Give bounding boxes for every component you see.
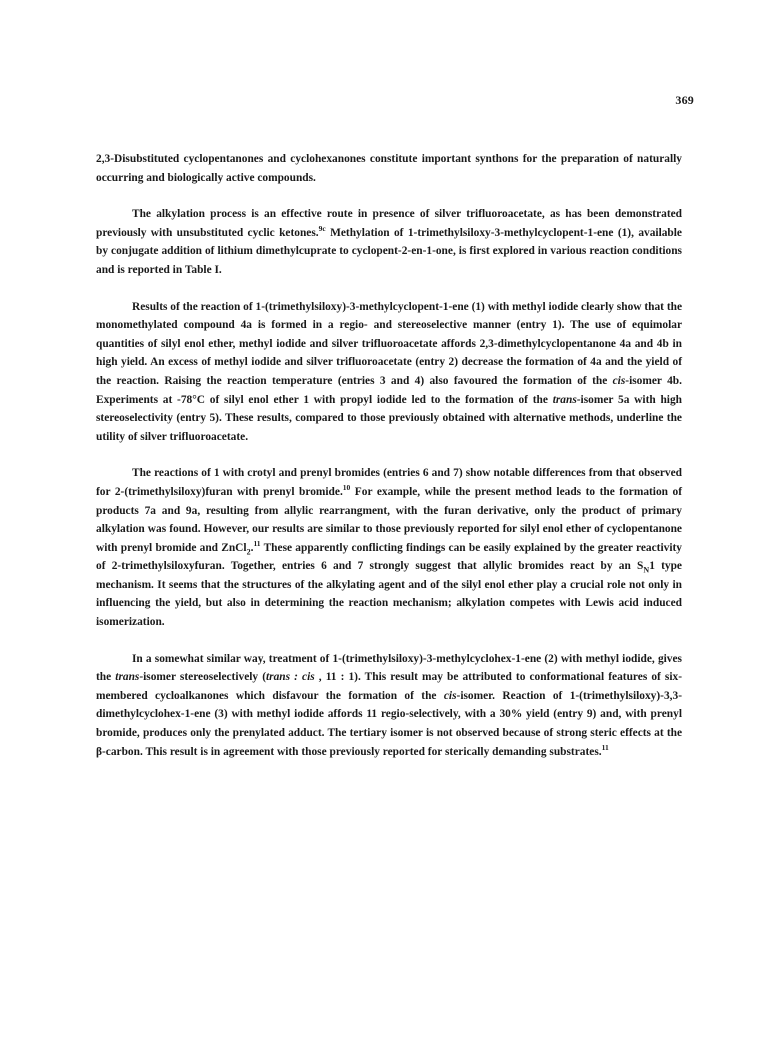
- paragraph-text: trans: [552, 393, 577, 406]
- paragraph-text: In a somewhat similar way, treatment of 1-(trimethylsiloxy)-3-methylcyclohex-1-ene (2) with methyl iodide, gives the: [96, 652, 682, 684]
- subscript: 2: [246, 546, 251, 556]
- paragraph-text: -isomer. Reaction of 1-(trimethylsiloxy)-3,3-dimethylcyclohex-1-ene (3) with methyl iodide affords 11 regio-selectively, with a 30% yield (entry 9) and, with prenyl bromide, produces only the prenylated adduct. The tertiary isomer is not observed because of strong steric effects at the β-carbon. This result is in agreement with those previously reported for sterically demanding substrates.: [96, 689, 682, 758]
- paragraph-text: 2,3-Disubstituted cyclopentanones and cyclohexanones constitute important synthons for the preparation of naturally occurring and biologically active compounds.: [96, 153, 682, 184]
- paragraph-text: The alkylation process is an effective route in presence of silver trifluoroacetate, as has been demonstrated previously with unsubstituted cyclic ketones.: [96, 208, 682, 239]
- body-text: [96, 150, 682, 779]
- reference-superscript: 11: [601, 742, 609, 752]
- reference-superscript: 10: [342, 483, 351, 493]
- paragraph-text: -isomer stereoselectively (: [139, 671, 267, 684]
- paragraph-text: For example, while the present method leads to the formation of products 7a and 9a, resulting from allylic rearrangment, with the furan derivative, only the product of primary alkylation was found. However, our results are similar to those previously reported for silyl enol ether of cyclopentanone with prenyl bromide and ZnCl: [96, 485, 682, 554]
- paragraph-text: Methylation of 1-trimethylsiloxy-3-methylcyclopent-1-ene (1), available by conjugate addition of lithium dimethylcuprate to cyclopent-2-en-1-one, is first explored in various reaction conditions and is reported in Table I.: [96, 226, 682, 276]
- paragraph-2: [96, 205, 682, 279]
- reference-superscript: 11: [253, 538, 261, 548]
- reference-superscript: 9c: [318, 223, 326, 233]
- page-number: 369: [675, 93, 694, 107]
- subscript: N: [643, 565, 650, 575]
- paragraph-text: trans : cis: [266, 671, 315, 684]
- paragraph-3: [96, 298, 682, 447]
- paragraph-text: trans: [115, 671, 140, 684]
- paragraph-text: cis: [612, 374, 626, 387]
- paragraph-text: -isomer 5a with high stereoselectivity (entry 5). These results, compared to those previously obtained with alternative methods, underline the utility of silver trifluoroacetate.: [96, 393, 683, 443]
- paragraph-text: .: [250, 541, 254, 554]
- paragraph-text: -isomer 4b. Experiments at -78°C of silyl enol ether 1 with propyl iodide led to the formation of the: [96, 374, 682, 406]
- paragraph-text: Results of the reaction of 1-(trimethylsiloxy)-3-methylcyclopent-1-ene (1) with methyl iodide clearly show that the monomethylated compound 4a is formed in a regio- and stereoselective manner (entry 1). The use of equimolar quantities of silyl enol ether, methyl iodide and silver trifluoroacetate affords 2,3-dimethylcyclopentanone 4a and 4b in high yield. An excess of methyl iodide and silver trifluoroacetate (entry 2) decrease the formation of 4a and the yield of the reaction. Raising the reaction temperature (entries 3 and 4) also favoured the formation of the: [96, 300, 682, 387]
- paragraph-1: [96, 150, 682, 187]
- paragraph-text: These apparently conflicting findings can be easily explained by the greater reactivity of 2-trimethylsiloxyfuran. Together, entries 6 and 7 strongly suggest that allylic bromides react by an S: [96, 541, 682, 573]
- paragraph-5: [96, 650, 682, 762]
- paragraph-4: [96, 464, 682, 631]
- paragraph-text: cis: [443, 689, 457, 702]
- paragraph-text: The reactions of 1 with crotyl and prenyl bromides (entries 6 and 7) show notable differences from that observed for 2-(trimethylsiloxy)furan with prenyl bromide.: [96, 467, 682, 498]
- paragraph-text: 1 type mechanism. It seems that the structures of the alkylating agent and of the silyl enol ether play a crucial role not only in influencing the yield, but also in determining the reaction mechanism; alkylation competes with Lewis acid induced isomerization.: [96, 560, 682, 629]
- paragraph-text: , 11 : 1). This result may be attributed to conformational features of six-membered cycloalkanones which disfavour the formation of the: [96, 671, 682, 702]
